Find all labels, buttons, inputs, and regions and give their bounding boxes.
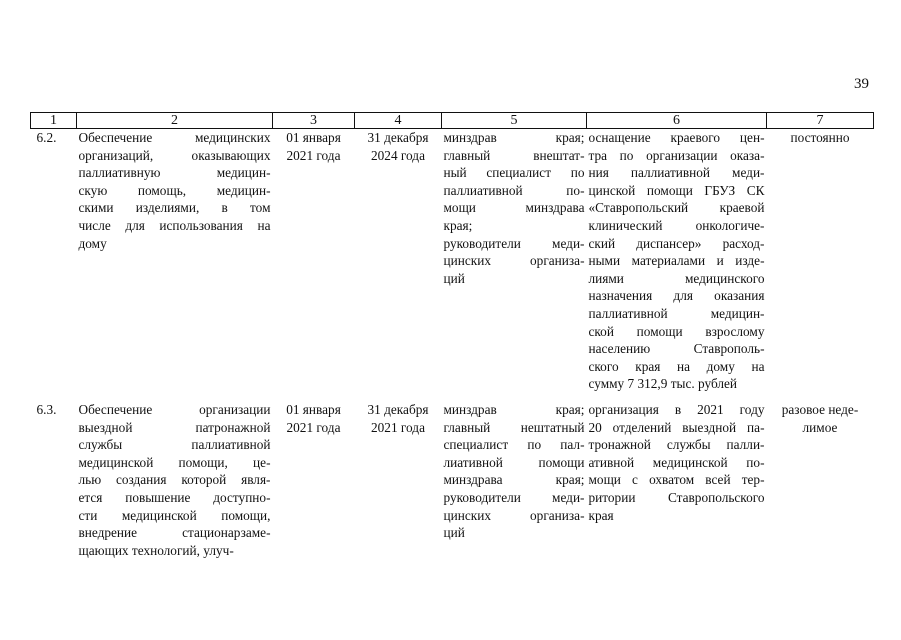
- cell-text-line: цинских организа-: [443, 253, 585, 269]
- cell-text-line: лимое: [802, 419, 838, 435]
- cell-text-line: края: [588, 507, 614, 523]
- cell-text-line: 01 января: [286, 130, 341, 145]
- cell-text-line: «Ставропольский краевой: [588, 200, 765, 216]
- cell-text-line: скую помощь, медицин-: [78, 182, 271, 198]
- cell-text-line: главный нештатный: [443, 419, 585, 435]
- column-number-2: 2: [77, 113, 273, 129]
- cell-text-line: оснащение краевого цен-: [588, 130, 765, 145]
- cell-text-line: края;: [443, 217, 473, 233]
- cell-text-line: тронажной службы палли-: [588, 437, 765, 453]
- cell-text-line: населению Ставрополь-: [588, 341, 765, 357]
- cell-text-line: Обеспечение медицинских: [78, 130, 271, 145]
- cell-text-line: 31 декабря: [367, 130, 429, 145]
- column-number-header-row: [31, 113, 874, 129]
- item-start-date: [273, 129, 355, 402]
- cell-text-line: постоянно: [790, 130, 850, 145]
- cell-text-line: 31 декабря: [367, 402, 429, 417]
- cell-text-line: лью создания которой явля-: [78, 472, 271, 488]
- item-result: [587, 129, 767, 402]
- cell-text-line: минздрав края;: [443, 402, 585, 417]
- cell-text-line: минздрав края;: [443, 130, 585, 145]
- cell-text-line: 2024 года: [371, 147, 425, 163]
- cell-text-line: ется повышение доступно-: [78, 489, 271, 505]
- column-number-1: 1: [31, 113, 77, 129]
- cell-text-line: паллиативной по-: [443, 182, 585, 198]
- item-number: 6.2.: [36, 130, 57, 145]
- column-number-3: 3: [273, 113, 355, 129]
- cell-text-line: тра по организации оказа-: [588, 147, 765, 163]
- item-type: [767, 129, 874, 402]
- item-responsible: [442, 129, 587, 402]
- cell-text-line: ций: [443, 270, 465, 286]
- cell-text-line: 2021 года: [371, 419, 425, 435]
- cell-text-line: ской помощи взрослому: [588, 323, 765, 339]
- cell-text-line: дому: [78, 235, 107, 251]
- cell-text-line: клинический онкологиче-: [588, 217, 765, 233]
- cell-text-line: ативной медицинской по-: [588, 454, 765, 470]
- table-row: [31, 401, 874, 559]
- item-end-date: [355, 401, 442, 559]
- cell-text-line: лиями медицинского: [588, 270, 765, 286]
- cell-text-line: лиативной помощи: [443, 454, 585, 470]
- cell-text-line: главный внештат-: [443, 147, 585, 163]
- table-row: [31, 129, 874, 402]
- column-number-5: 5: [442, 113, 587, 129]
- cell-text-line: скими изделиями, в том: [78, 200, 271, 216]
- cell-text-line: 01 января: [286, 402, 341, 417]
- cell-text-line: ный специалист по: [443, 165, 585, 181]
- cell-text-line: паллиативной медицин-: [588, 305, 765, 321]
- cell-text-line: цинской помощи ГБУЗ СК: [588, 182, 765, 198]
- cell-text-line: мощи минздрава: [443, 200, 585, 216]
- page-number: 39: [854, 76, 869, 92]
- cell-text-line: организаций, оказывающих: [78, 147, 271, 163]
- cell-text-line: организация в 2021 году: [588, 402, 765, 417]
- cell-text-line: руководители меди-: [443, 489, 585, 505]
- item-result: [587, 401, 767, 559]
- item-start-date: [273, 401, 355, 559]
- cell-text-line: сти медицинской помощи,: [78, 507, 271, 523]
- cell-text-line: Обеспечение организации: [78, 402, 271, 417]
- cell-text-line: ритории Ставропольского: [588, 489, 765, 505]
- cell-text-line: минздрава края;: [443, 472, 585, 488]
- cell-text-line: сумму 7 312,9 тыс. рублей: [588, 376, 738, 392]
- column-number-6: 6: [587, 113, 767, 129]
- column-number-7: 7: [767, 113, 874, 129]
- cell-text-line: ния паллиативной меди-: [588, 165, 765, 181]
- cell-text-line: щающих технологий, улуч-: [78, 542, 234, 558]
- item-description: [77, 401, 273, 559]
- item-end-date: [355, 129, 442, 402]
- cell-text-line: 2021 года: [286, 419, 341, 435]
- cell-text-line: мощи с охватом всей тер-: [588, 472, 765, 488]
- cell-text-line: цинских организа-: [443, 507, 585, 523]
- cell-text-line: выездной патронажной: [78, 419, 271, 435]
- activities-table: [30, 112, 874, 559]
- cell-text-line: медицинской помощи, це-: [78, 454, 271, 470]
- cell-text-line: числе для использования на: [78, 217, 271, 233]
- cell-text-line: ций: [443, 525, 465, 541]
- cell-text-line: ского края на дому на: [588, 358, 765, 374]
- cell-text-line: 20 отделений выездной па-: [588, 419, 765, 435]
- cell-text-line: ными материалами и изде-: [588, 253, 765, 269]
- item-type: [767, 401, 874, 559]
- cell-text-line: паллиативную медицин-: [78, 165, 271, 181]
- cell-text-line: разовое неде-: [781, 402, 859, 417]
- cell-text-line: службы паллиативной: [78, 437, 271, 453]
- cell-text-line: руководители меди-: [443, 235, 585, 251]
- cell-text-line: назначения для оказания: [588, 288, 765, 304]
- item-description: [77, 129, 273, 402]
- cell-text-line: 2021 года: [286, 147, 341, 163]
- item-responsible: [442, 401, 587, 559]
- cell-text-line: специалист по пал-: [443, 437, 585, 453]
- column-number-4: 4: [355, 113, 442, 129]
- cell-text-line: внедрение стационарзаме-: [78, 525, 271, 541]
- item-number: 6.3.: [36, 402, 57, 417]
- cell-text-line: ский диспансер» расход-: [588, 235, 765, 251]
